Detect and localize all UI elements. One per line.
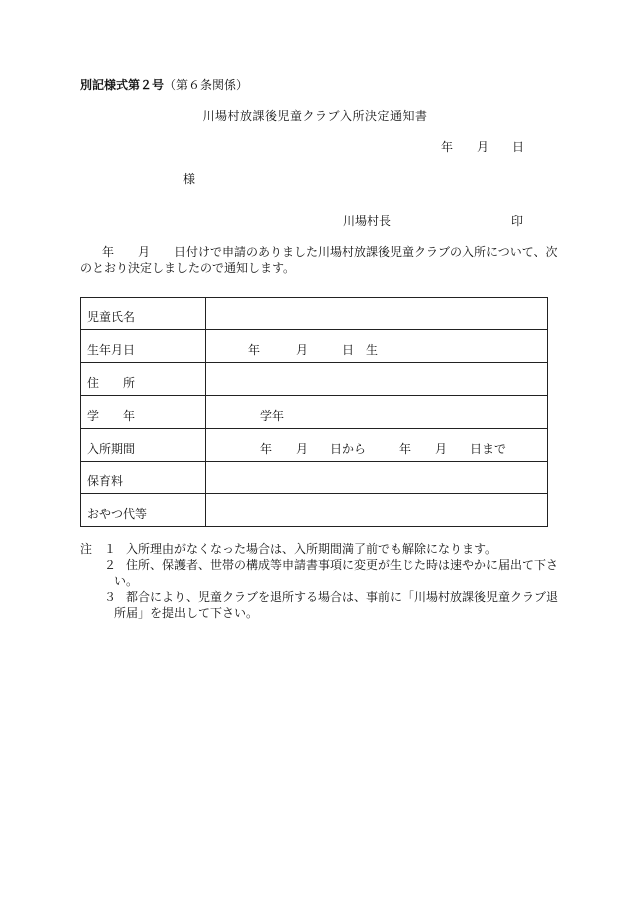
note-item [80, 589, 559, 621]
note-text: 都合により、児童クラブを退所する場合は、事前に「川場村放課後児童クラブ退 [126, 590, 559, 604]
child-name-field [206, 298, 548, 330]
body-line-1 [80, 244, 558, 260]
body-line-2: のとおり決定しましたので通知します。 [80, 261, 296, 275]
seal-mark: 印 [511, 214, 524, 228]
note-number: １ [104, 542, 117, 556]
note-text-continuation: い。 [114, 574, 139, 588]
table-row [81, 494, 548, 527]
notes-section [80, 541, 559, 621]
notes-prefix: 注 [80, 542, 93, 556]
child-name-label: 児童氏名 [81, 298, 206, 330]
issuer-name: 川場村長 [343, 214, 392, 228]
note-text-continuation: 所届」を提出して下さい。 [114, 606, 259, 620]
addressee-honorific: 様 [183, 172, 196, 186]
birth-month-label: 月 [296, 343, 309, 357]
date-year-label: 年 [441, 140, 454, 154]
snack-fee-label: おやつ代等 [81, 494, 206, 527]
table-row [81, 462, 548, 494]
note-item [80, 557, 559, 589]
grade-unit-label: 学年 [260, 409, 285, 423]
note-item [80, 541, 555, 557]
grade-field [206, 396, 548, 429]
body-text-rest: 日付けで申請のありました川場村放課後児童クラブの入所について、次 [174, 245, 558, 259]
childcare-fee-field [206, 462, 548, 494]
note-number: ２ [104, 558, 117, 572]
birthdate-field [206, 330, 548, 363]
enrollment-period-field [206, 429, 548, 462]
body-year-label: 年 [102, 245, 115, 259]
childcare-fee-label: 保育料 [81, 462, 206, 494]
birth-day-label: 日 [342, 343, 355, 357]
date-day-label: 日 [512, 140, 525, 154]
table-row [81, 298, 548, 330]
birth-suffix-label: 生 [366, 343, 379, 357]
grade-label: 学 年 [81, 396, 206, 429]
birth-year-label: 年 [248, 343, 261, 357]
period-end-year-label: 年 [399, 442, 412, 456]
form-number: 別記様式第２号 [80, 78, 165, 92]
address-label: 住 所 [81, 363, 206, 396]
address-field [206, 363, 548, 396]
note-text: 住所、保護者、世帯の構成等申請書事項に変更が生じた時は速やかに届出て下さ [126, 558, 559, 572]
table-row [81, 330, 548, 363]
table-row [81, 396, 548, 429]
document-title: 川場村放課後児童クラブ入所決定通知書 [202, 109, 428, 123]
note-text: 入所理由がなくなった場合は、入所期間満了前でも解除になります。 [126, 542, 498, 556]
period-start-year-label: 年 [260, 442, 273, 456]
form-number-label [80, 78, 248, 92]
note-number: ３ [104, 590, 117, 604]
table-row [81, 363, 548, 396]
period-end-month-label: 月 [435, 442, 448, 456]
enrollment-info-table [80, 297, 548, 527]
table-row [81, 429, 548, 462]
enrollment-period-label: 入所期間 [81, 429, 206, 462]
snack-fee-field [206, 494, 548, 527]
period-end-day-label: 日まで [470, 442, 507, 456]
form-article-reference: （第６条関係） [164, 78, 249, 92]
birthdate-label: 生年月日 [81, 330, 206, 363]
period-start-month-label: 月 [296, 442, 309, 456]
body-month-label: 月 [138, 245, 151, 259]
notification-body [80, 244, 558, 276]
date-month-label: 月 [477, 140, 490, 154]
period-start-day-label: 日から [330, 442, 367, 456]
